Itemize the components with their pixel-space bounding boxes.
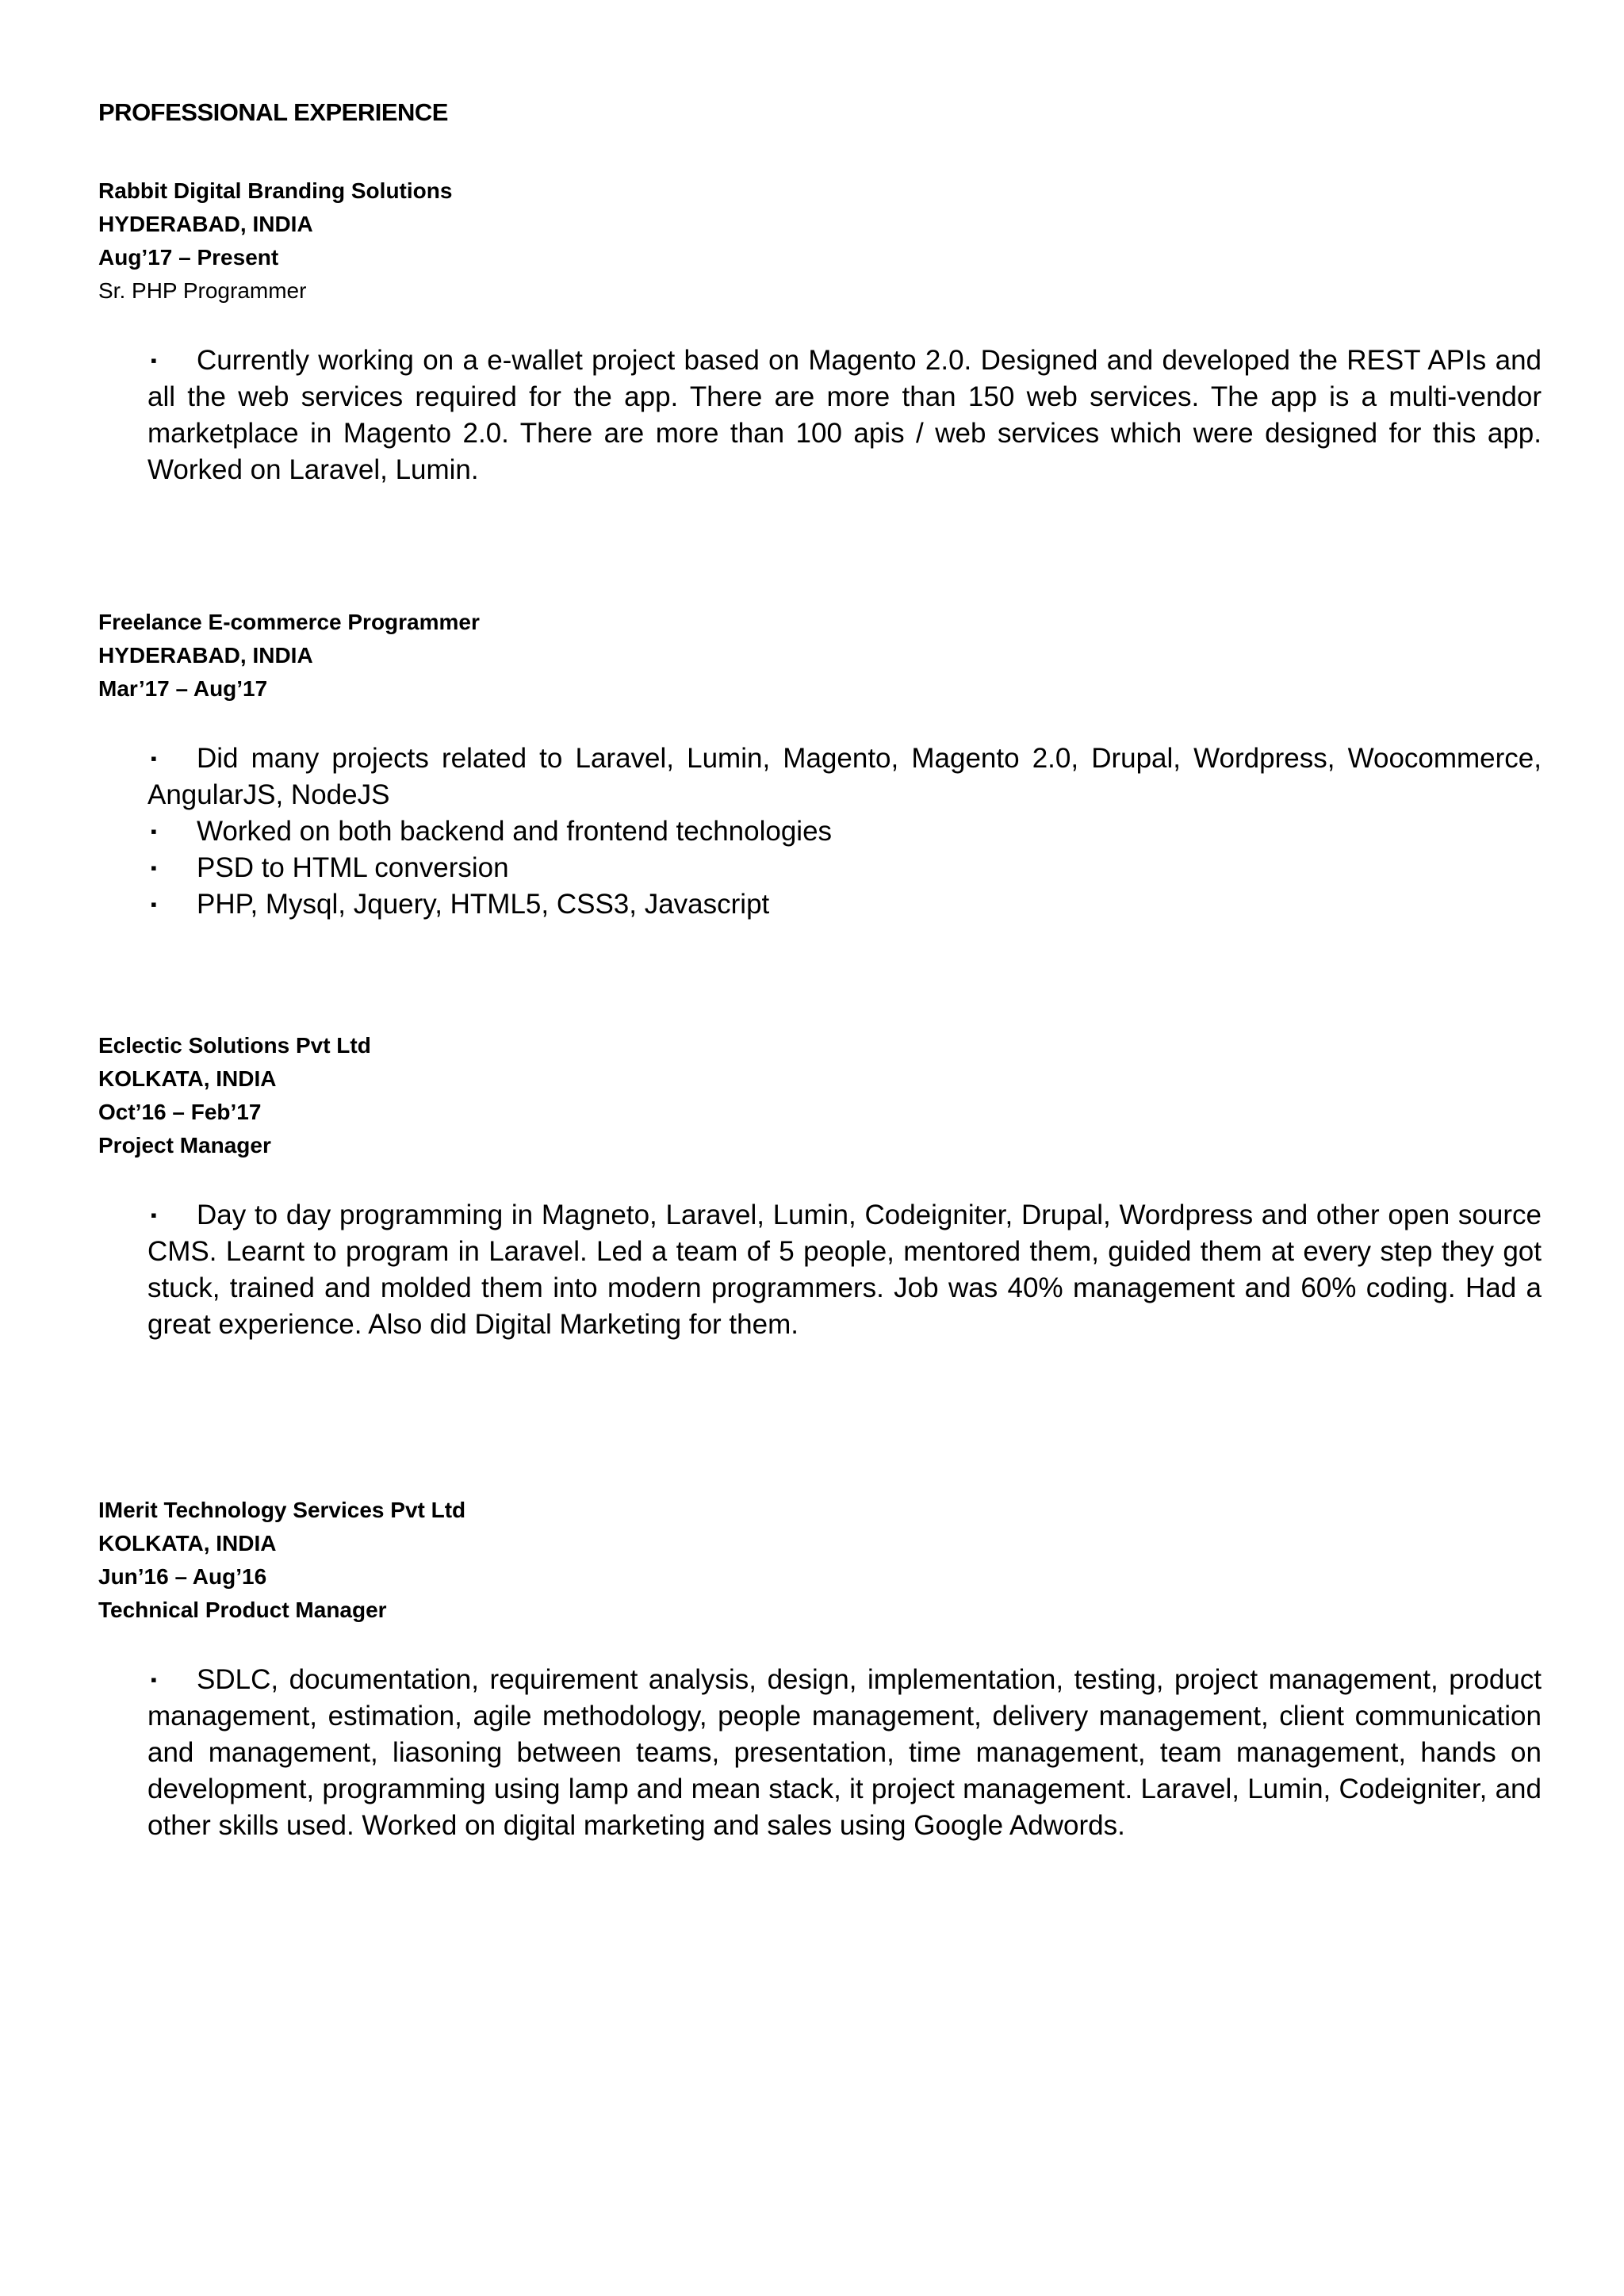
bullet-text: Day to day programming in Magneto, Laravel, Lumin, Codeigniter, Drupal, Wordpress and other open source CMS. Learnt to program in Laravel. Led a team of 5 people, mentored them, guided them at every step they got stuck, trained and molded them into modern programmers. Job was 40% management and 60% coding. Had a great experience. Also did Digital Marketing for them. — [147, 1200, 1542, 1340]
job-dates: Oct’16 – Feb’17 — [98, 1100, 262, 1124]
job-bullet-list — [147, 1197, 1542, 1343]
job-entry-rabbit-digital — [98, 174, 1542, 485]
bullet-marker-icon: ▪ — [151, 1205, 157, 1225]
bullet-marker-icon: ▪ — [151, 858, 157, 878]
job-dates: Aug’17 – Present — [98, 245, 279, 270]
company-name: Freelance E-commerce Programmer — [98, 610, 480, 634]
list-item — [147, 740, 1542, 813]
job-entry-eclectic — [98, 1029, 1542, 1340]
job-bullet-list — [147, 342, 1542, 488]
job-location: KOLKATA, INDIA — [98, 1066, 277, 1091]
bullet-text: Worked on both backend and frontend technologies — [197, 816, 833, 847]
list-item — [147, 1197, 1542, 1343]
bullet-text: PHP, Mysql, Jquery, HTML5, CSS3, Javascript — [197, 889, 770, 920]
bullet-text: Did many projects related to Laravel, Lumin, Magento, Magento 2.0, Drupal, Wordpress, Woocommerce, AngularJS, NodeJS — [147, 743, 1542, 810]
section-title: PROFESSIONAL EXPERIENCE — [98, 98, 448, 126]
bullet-text: Currently working on a e-wallet project based on Magento 2.0. Designed and developed the REST APIs and all the web services required for the app. There are more than 150 web services. The app is a multi-vendor marketplace in Magento 2.0. There are more than 100 apis / web services which were designed for this app. Worked on Laravel, Lumin. — [147, 345, 1542, 485]
bullet-marker-icon: ▪ — [151, 748, 157, 768]
job-location: HYDERABAD, INDIA — [98, 643, 313, 668]
list-item — [147, 1662, 1542, 1844]
list-item — [147, 813, 1542, 850]
bullet-marker-icon: ▪ — [151, 350, 157, 370]
bullet-text: SDLC, documentation, requirement analysis, design, implementation, testing, project management, product management, estimation, agile methodology, people management, delivery management, client communication and management, liasoning between teams, presentation, time management, team management, hands on development, programming using lamp and mean stack, it project management. Laravel, Lumin, Codeigniter, and other skills used. Worked on digital marketing and sales using Google Adwords. — [147, 1664, 1542, 1841]
company-name: Rabbit Digital Branding Solutions — [98, 178, 453, 203]
job-bullet-list — [147, 1662, 1542, 1844]
job-entry-imerit — [98, 1494, 1542, 1841]
job-dates: Jun’16 – Aug’16 — [98, 1564, 267, 1589]
list-item — [147, 850, 1542, 886]
job-role: Project Manager — [98, 1133, 271, 1158]
job-bullet-list — [147, 740, 1542, 923]
job-location: HYDERABAD, INDIA — [98, 212, 313, 236]
list-item — [147, 886, 1542, 923]
bullet-text: PSD to HTML conversion — [197, 852, 509, 883]
bullet-marker-icon: ▪ — [151, 821, 157, 841]
list-item — [147, 342, 1542, 488]
bullet-marker-icon: ▪ — [151, 1670, 157, 1689]
bullet-marker-icon: ▪ — [151, 894, 157, 914]
company-name: Eclectic Solutions Pvt Ltd — [98, 1033, 371, 1058]
job-entry-freelance — [98, 606, 1542, 920]
job-role: Sr. PHP Programmer — [98, 278, 307, 303]
job-role: Technical Product Manager — [98, 1598, 387, 1622]
company-name: IMerit Technology Services Pvt Ltd — [98, 1498, 466, 1522]
job-location: KOLKATA, INDIA — [98, 1531, 277, 1556]
job-dates: Mar’17 – Aug’17 — [98, 676, 268, 701]
